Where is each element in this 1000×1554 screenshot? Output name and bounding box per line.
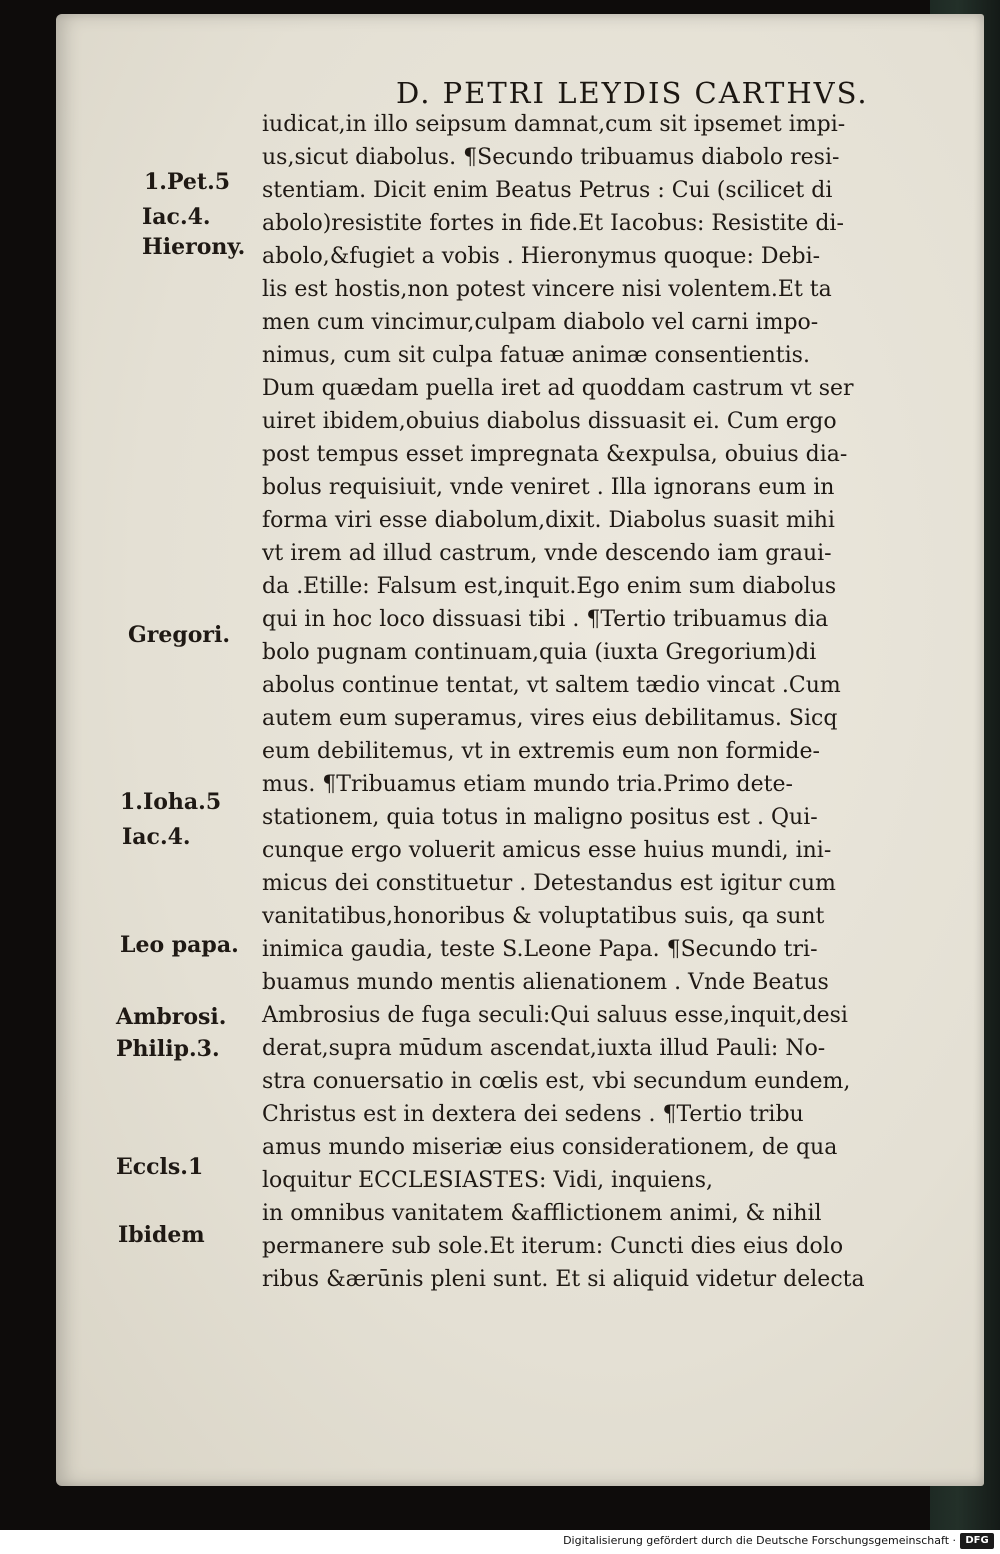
footer-credit: Digitalisierung gefördert durch die Deutsche Forschungsgemeinschaft ·	[563, 1534, 956, 1547]
text-line: da .Etille: Falsum est,inquit.Ego enim sum diabolus	[262, 574, 837, 599]
text-line: autem eum superamus, vires eius debilitamus. Sicq	[262, 706, 838, 731]
margin-note: Eccls.1	[116, 1154, 204, 1180]
text-line: ribus &ærūnis pleni sunt. Et si aliquid videtur delecta	[262, 1267, 865, 1292]
text-line: buamus mundo mentis alienationem . Vnde Beatus	[262, 970, 829, 995]
text-line: iudicat,in illo seipsum damnat,cum sit ipsemet impi-	[262, 112, 846, 137]
text-line: abolus continue tentat, vt saltem tædio vincat .Cum	[262, 673, 841, 698]
text-line: cunque ergo voluerit amicus esse huius mundi, ini-	[262, 838, 832, 863]
margin-note: Leo papa.	[120, 932, 239, 958]
text-line: permanere sub sole.Et iterum: Cuncti dies eius dolo	[262, 1234, 844, 1259]
text-line: in omnibus vanitatem &afflictionem animi, & nihil	[262, 1201, 822, 1226]
margin-note: Ibidem	[118, 1222, 205, 1248]
margin-note: Philip.3.	[116, 1036, 220, 1062]
text-line: men cum vincimur,culpam diabolo vel carni impo-	[262, 310, 819, 335]
running-head: D. PETRI LEYDIS CARTHVS.	[396, 76, 869, 110]
text-line: bolo pugnam continuam,quia (iuxta Gregorium)di	[262, 640, 817, 665]
text-line: inimica gaudia, teste S.Leone Papa. ¶Secundo tri-	[262, 937, 818, 962]
text-line: loquitur ECCLESIASTES: Vidi, inquiens,	[262, 1168, 714, 1193]
text-line: uiret ibidem,obuius diabolus dissuasit ei. Cum ergo	[262, 409, 837, 434]
text-line: Christus est in dextera dei sedens . ¶Tertio tribu	[262, 1102, 804, 1127]
book-page	[56, 14, 984, 1486]
text-line: post tempus esset impregnata &expulsa, obuius dia-	[262, 442, 848, 467]
text-line: abolo,&fugiet a vobis . Hieronymus quoque: Debi-	[262, 244, 821, 269]
text-line: qui in hoc loco dissuasi tibi . ¶Tertio tribuamus dia	[262, 607, 829, 632]
digitization-footer	[0, 1530, 1000, 1554]
text-line: nimus, cum sit culpa fatuæ animæ consentientis.	[262, 343, 810, 368]
margin-note: Ambrosi.	[116, 1004, 227, 1030]
margin-note: Iac.4.	[122, 824, 191, 850]
margin-note: Gregori.	[128, 622, 231, 648]
text-line: lis est hostis,non potest vincere nisi volentem.Et ta	[262, 277, 832, 302]
text-line: derat,supra mūdum ascendat,iuxta illud Pauli: No-	[262, 1036, 826, 1061]
text-line: vanitatibus,honoribus & voluptatibus suis, qa sunt	[262, 904, 825, 929]
text-line: abolo)resistite fortes in fide.Et Iacobus: Resistite di-	[262, 211, 844, 236]
text-line: stentiam. Dicit enim Beatus Petrus : Cui (scilicet di	[262, 178, 833, 203]
text-line: bolus requisiuit, vnde veniret . Illa ignorans eum in	[262, 475, 835, 500]
text-line: mus. ¶Tribuamus etiam mundo tria.Primo dete-	[262, 772, 793, 797]
margin-note: 1.Ioha.5	[120, 789, 222, 815]
text-line: forma viri esse diabolum,dixit. Diabolus suasit mihi	[262, 508, 835, 533]
text-line: micus dei constituetur . Detestandus est igitur cum	[262, 871, 836, 896]
dfg-logo: DFG	[960, 1533, 994, 1549]
margin-note: Iac.4.	[142, 204, 211, 230]
text-line: eum debilitemus, vt in extremis eum non formide-	[262, 739, 820, 764]
text-line: vt irem ad illud castrum, vnde descendo iam graui-	[262, 541, 832, 566]
text-line: Ambrosius de fuga seculi:Qui saluus esse,inquit,desi	[262, 1003, 848, 1028]
text-line: stationem, quia totus in maligno positus est . Qui-	[262, 805, 818, 830]
text-line: stra conuersatio in cœlis est, vbi secundum eundem,	[262, 1069, 851, 1094]
margin-note: 1.Pet.5	[144, 169, 231, 195]
text-line: amus mundo miseriæ eius considerationem, de qua	[262, 1135, 838, 1160]
text-line: Dum quædam puella iret ad quoddam castrum vt ser	[262, 376, 854, 401]
margin-note: Hierony.	[142, 234, 246, 260]
text-line: us,sicut diabolus. ¶Secundo tribuamus diabolo resi-	[262, 145, 840, 170]
